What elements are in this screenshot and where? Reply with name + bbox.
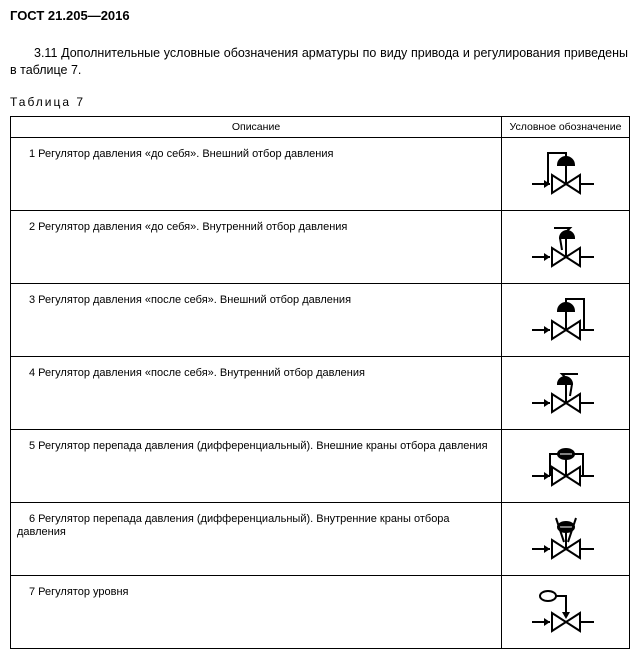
- differential-internal-icon: [526, 514, 606, 564]
- column-header-description: Описание: [11, 117, 502, 138]
- row-description: 3 Регулятор давления «после себя». Внешний отбор давления: [11, 284, 502, 357]
- row-description: 6 Регулятор перепада давления (дифференциальный). Внутренние краны отбора давления: [11, 503, 502, 576]
- row-description: 4 Регулятор давления «после себя». Внутренний отбор давления: [11, 357, 502, 430]
- table-header-row: [11, 117, 630, 138]
- section-paragraph: 3.11 Дополнительные условные обозначения арматуры по виду привода и регулирования приведены в таблице 7.: [10, 46, 628, 77]
- table-row: [11, 430, 630, 503]
- table-row: [11, 138, 630, 211]
- table-row: [11, 503, 630, 576]
- regulator-downstream-external-icon: [526, 295, 606, 345]
- row-description: 5 Регулятор перепада давления (дифференциальный). Внешние краны отбора давления: [11, 430, 502, 503]
- row-description: 1 Регулятор давления «до себя». Внешний отбор давления: [11, 138, 502, 211]
- table-row: [11, 284, 630, 357]
- regulator-upstream-external-icon: [526, 149, 606, 199]
- row-description: 7 Регулятор уровня: [11, 576, 502, 649]
- table-row: [11, 211, 630, 284]
- level-regulator-icon: [526, 587, 606, 637]
- differential-external-icon: [526, 441, 606, 491]
- column-header-symbol: Условное обозначение: [502, 117, 630, 138]
- regulator-downstream-internal-icon: [526, 368, 606, 418]
- symbols-table: [10, 116, 630, 649]
- table-caption: Таблица 7: [10, 95, 86, 109]
- document-header: ГОСТ 21.205—2016: [10, 8, 130, 23]
- regulator-upstream-internal-icon: [526, 222, 606, 272]
- row-description: 2 Регулятор давления «до себя». Внутренний отбор давления: [11, 211, 502, 284]
- table-row: [11, 576, 630, 649]
- table-row: [11, 357, 630, 430]
